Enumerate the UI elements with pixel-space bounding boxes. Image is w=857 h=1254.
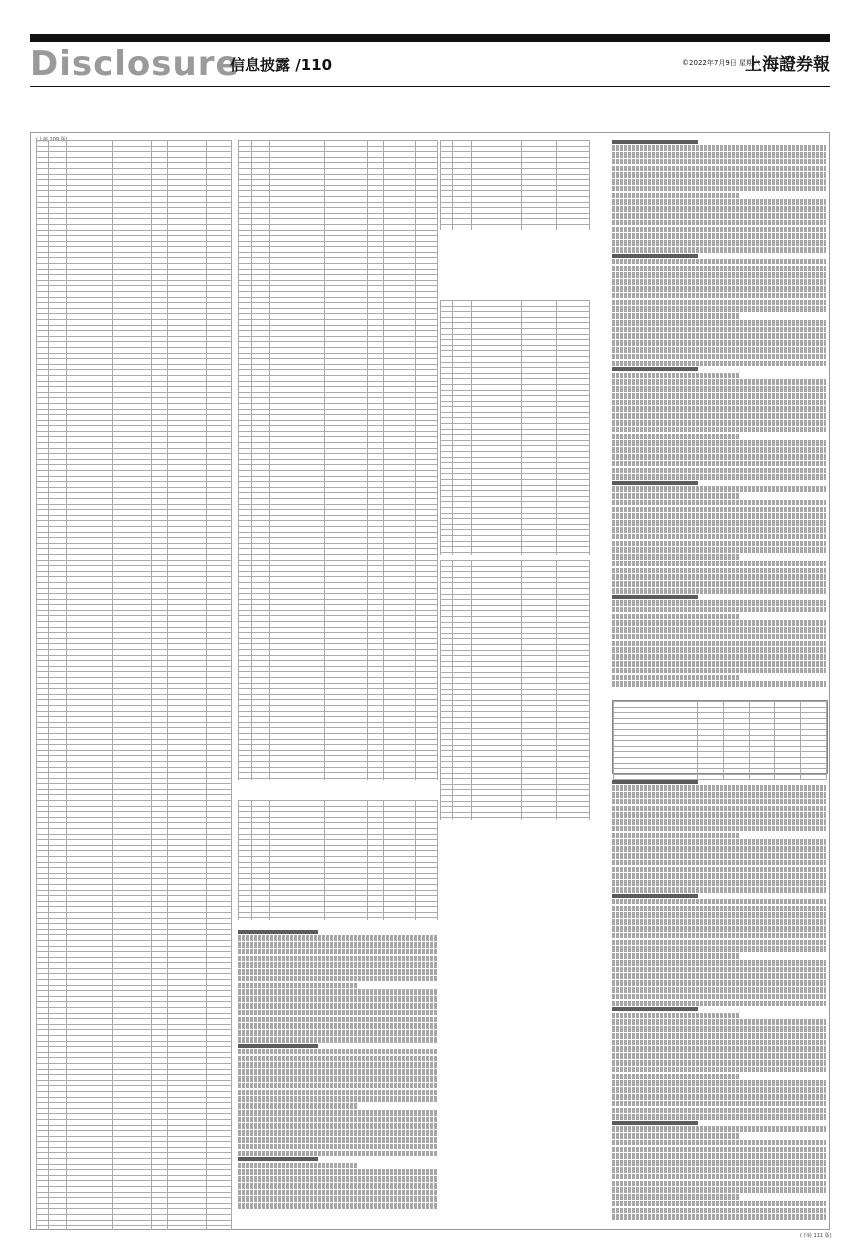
text-line bbox=[238, 983, 358, 989]
text-line bbox=[612, 668, 826, 674]
text-line bbox=[238, 956, 438, 962]
text-line bbox=[612, 600, 826, 606]
text-line bbox=[612, 620, 826, 626]
top-bar bbox=[30, 34, 830, 42]
text-line bbox=[612, 266, 826, 272]
text-line bbox=[612, 588, 826, 594]
text-line bbox=[612, 145, 826, 151]
text-line bbox=[238, 1163, 358, 1169]
text-line bbox=[612, 1114, 826, 1120]
continued-to-note: (下转 111 版) bbox=[800, 1233, 832, 1239]
text-line bbox=[612, 367, 698, 371]
text-line bbox=[612, 1201, 826, 1207]
text-line bbox=[612, 373, 740, 379]
text-line bbox=[238, 996, 438, 1002]
text-line bbox=[612, 1067, 826, 1073]
text-line bbox=[612, 406, 826, 412]
table-row bbox=[614, 774, 827, 780]
text-line bbox=[612, 413, 826, 419]
text-line bbox=[238, 1056, 438, 1062]
header-rule bbox=[30, 86, 830, 87]
text-line bbox=[612, 272, 826, 278]
text-line bbox=[238, 1144, 438, 1150]
table-row bbox=[37, 1226, 232, 1230]
text-line bbox=[612, 681, 826, 687]
text-line bbox=[612, 1160, 826, 1166]
text-line bbox=[612, 899, 826, 905]
text-line bbox=[612, 247, 826, 253]
table-grid bbox=[238, 800, 438, 920]
text-line bbox=[612, 379, 826, 385]
text-line bbox=[612, 179, 826, 185]
text-line bbox=[612, 206, 826, 212]
text-line bbox=[612, 447, 826, 453]
text-line bbox=[238, 962, 438, 968]
text-line bbox=[612, 661, 826, 667]
table-row bbox=[239, 778, 438, 780]
text-line bbox=[612, 520, 826, 526]
text-line bbox=[238, 1117, 438, 1123]
text-line bbox=[612, 434, 740, 440]
text-line bbox=[612, 574, 826, 580]
text-line bbox=[238, 930, 318, 934]
text-line bbox=[612, 279, 826, 285]
text-line bbox=[612, 887, 826, 893]
text-line bbox=[612, 654, 826, 660]
text-line bbox=[612, 647, 826, 653]
text-line bbox=[238, 1037, 438, 1043]
text-line bbox=[612, 486, 826, 492]
text-line bbox=[612, 595, 698, 599]
text-line bbox=[612, 1053, 826, 1059]
date-line: ©2022年7月9日 星期六 bbox=[682, 59, 760, 67]
summary-grid bbox=[613, 701, 827, 780]
text-line bbox=[238, 1176, 438, 1182]
text-line bbox=[612, 1087, 826, 1093]
text-line bbox=[612, 213, 826, 219]
text-line bbox=[612, 581, 826, 587]
text-line bbox=[612, 1101, 826, 1107]
text-line bbox=[612, 400, 826, 406]
text-line bbox=[612, 980, 826, 986]
text-line bbox=[612, 846, 826, 852]
text-line bbox=[612, 987, 826, 993]
text-line bbox=[612, 933, 826, 939]
text-line bbox=[612, 926, 826, 932]
text-line bbox=[612, 1074, 740, 1080]
text-line bbox=[238, 1103, 358, 1109]
table-grid bbox=[440, 140, 590, 230]
text-line bbox=[612, 1121, 698, 1125]
text-line bbox=[612, 1133, 740, 1139]
text-line bbox=[612, 313, 740, 319]
text-line bbox=[612, 386, 826, 392]
text-line bbox=[612, 140, 698, 144]
property-table-left bbox=[36, 140, 232, 1230]
text-line bbox=[612, 1108, 826, 1114]
text-line bbox=[612, 627, 826, 633]
text-line bbox=[612, 946, 826, 952]
text-line bbox=[238, 942, 438, 948]
text-line bbox=[612, 806, 826, 812]
section-title: 信息披露 /110 bbox=[230, 56, 333, 74]
text-line bbox=[612, 547, 826, 553]
text-line bbox=[238, 1010, 438, 1016]
text-line bbox=[612, 568, 826, 574]
text-line bbox=[612, 227, 826, 233]
table-grid bbox=[440, 300, 590, 555]
text-line bbox=[612, 172, 826, 178]
text-line bbox=[238, 1090, 438, 1096]
text-line bbox=[612, 1033, 826, 1039]
table-row bbox=[441, 224, 590, 230]
text-line bbox=[612, 507, 826, 513]
text-line bbox=[612, 1007, 698, 1011]
text-line bbox=[612, 500, 826, 506]
table-grid bbox=[238, 140, 438, 780]
text-line bbox=[612, 894, 698, 898]
text-line bbox=[612, 1140, 826, 1146]
table-grid bbox=[440, 560, 590, 820]
text-line bbox=[238, 1169, 438, 1175]
text-line bbox=[612, 1208, 826, 1214]
text-line bbox=[612, 919, 826, 925]
text-line bbox=[612, 159, 826, 165]
text-line bbox=[238, 1203, 438, 1209]
text-line bbox=[612, 240, 826, 246]
text-line bbox=[612, 634, 826, 640]
text-line bbox=[612, 826, 826, 832]
text-line bbox=[612, 220, 826, 226]
text-line bbox=[612, 1194, 740, 1200]
text-line bbox=[612, 1187, 826, 1193]
text-line bbox=[238, 1030, 438, 1036]
property-table-right-top bbox=[440, 140, 590, 230]
text-line bbox=[238, 1096, 438, 1102]
table-row bbox=[239, 918, 438, 920]
text-line bbox=[238, 1083, 438, 1089]
brand-title: Disclosure bbox=[30, 44, 240, 84]
text-line bbox=[612, 199, 826, 205]
text-line bbox=[612, 527, 826, 533]
text-line bbox=[238, 935, 438, 941]
text-line bbox=[238, 1110, 438, 1116]
text-line bbox=[612, 1181, 826, 1187]
text-line bbox=[612, 799, 826, 805]
text-line bbox=[612, 541, 826, 547]
text-line bbox=[612, 833, 740, 839]
text-line bbox=[612, 468, 826, 474]
text-line bbox=[238, 1049, 438, 1055]
text-line bbox=[612, 1153, 826, 1159]
text-line bbox=[612, 1046, 826, 1052]
text-line bbox=[612, 973, 826, 979]
text-line bbox=[612, 286, 826, 292]
text-line bbox=[612, 493, 740, 499]
text-line bbox=[612, 461, 826, 467]
text-line bbox=[612, 300, 826, 306]
text-line bbox=[612, 354, 826, 360]
text-line bbox=[612, 867, 826, 873]
text-line bbox=[612, 340, 826, 346]
text-line bbox=[612, 906, 826, 912]
text-line bbox=[238, 1157, 318, 1161]
text-line bbox=[612, 819, 826, 825]
body-text-right-lower bbox=[612, 780, 826, 1230]
text-line bbox=[612, 860, 826, 866]
text-line bbox=[238, 1151, 438, 1157]
text-line bbox=[612, 1147, 826, 1153]
text-line bbox=[238, 1069, 438, 1075]
text-line bbox=[612, 440, 826, 446]
text-line bbox=[612, 306, 826, 312]
text-line bbox=[612, 474, 826, 480]
body-text-right-upper bbox=[612, 140, 826, 700]
text-line bbox=[612, 554, 740, 560]
text-line bbox=[612, 994, 826, 1000]
text-line bbox=[238, 1062, 438, 1068]
text-line bbox=[612, 812, 826, 818]
text-line bbox=[612, 1001, 826, 1007]
text-line bbox=[612, 233, 826, 239]
text-line bbox=[612, 1080, 826, 1086]
text-line bbox=[238, 1196, 438, 1202]
text-line bbox=[612, 427, 826, 433]
text-line bbox=[612, 1126, 826, 1132]
text-line bbox=[612, 1167, 826, 1173]
text-line bbox=[612, 152, 826, 158]
paper-name: 上海證券報 bbox=[745, 55, 830, 75]
text-line bbox=[612, 420, 826, 426]
text-line bbox=[612, 780, 698, 784]
text-line bbox=[612, 792, 826, 798]
text-line bbox=[612, 675, 740, 681]
text-line bbox=[612, 873, 826, 879]
text-line bbox=[612, 293, 826, 299]
text-line bbox=[612, 953, 740, 959]
text-line bbox=[238, 1137, 438, 1143]
text-line bbox=[238, 989, 438, 995]
text-line bbox=[612, 641, 826, 647]
summary-table-right bbox=[612, 700, 828, 774]
text-line bbox=[612, 853, 826, 859]
text-line bbox=[612, 607, 826, 613]
text-line bbox=[612, 912, 826, 918]
text-line bbox=[238, 1017, 438, 1023]
property-table-right-mid bbox=[440, 300, 590, 555]
text-line bbox=[612, 1214, 826, 1220]
property-table-middle-lower bbox=[238, 800, 438, 920]
body-text-middle bbox=[238, 930, 438, 1220]
text-line bbox=[612, 940, 826, 946]
continued-from-note: (上接 109 版) bbox=[36, 137, 68, 143]
text-line bbox=[612, 1019, 826, 1025]
text-line bbox=[612, 880, 826, 886]
table-grid bbox=[36, 140, 232, 1230]
text-line bbox=[238, 1023, 438, 1029]
text-line bbox=[238, 1123, 438, 1129]
text-line bbox=[612, 454, 826, 460]
table-row bbox=[441, 818, 590, 820]
text-line bbox=[612, 259, 826, 265]
text-line bbox=[612, 481, 698, 485]
text-line bbox=[238, 1183, 438, 1189]
text-line bbox=[612, 967, 826, 973]
text-line bbox=[238, 1003, 438, 1009]
text-line bbox=[612, 320, 826, 326]
text-line bbox=[612, 614, 740, 620]
text-line bbox=[612, 333, 826, 339]
text-line bbox=[612, 785, 826, 791]
text-line bbox=[612, 1174, 826, 1180]
text-line bbox=[238, 1190, 438, 1196]
text-line bbox=[612, 1013, 740, 1019]
text-line bbox=[612, 186, 826, 192]
text-line bbox=[612, 361, 826, 367]
text-line bbox=[612, 1060, 826, 1066]
property-table-middle bbox=[238, 140, 438, 780]
text-line bbox=[238, 1130, 438, 1136]
text-line bbox=[612, 960, 826, 966]
text-line bbox=[612, 193, 740, 199]
text-line bbox=[238, 976, 438, 982]
text-line bbox=[612, 254, 698, 258]
text-line bbox=[238, 1044, 318, 1048]
text-line bbox=[612, 327, 826, 333]
property-table-right-lower bbox=[440, 560, 590, 820]
masthead bbox=[30, 46, 830, 82]
text-line bbox=[612, 513, 826, 519]
text-line bbox=[238, 1076, 438, 1082]
text-line bbox=[238, 949, 438, 955]
text-line bbox=[612, 1026, 826, 1032]
text-line bbox=[612, 1094, 826, 1100]
text-line bbox=[612, 166, 826, 172]
text-line bbox=[612, 839, 826, 845]
text-line bbox=[612, 1040, 826, 1046]
text-line bbox=[612, 561, 826, 567]
text-line bbox=[238, 969, 438, 975]
table-row bbox=[441, 552, 590, 555]
text-line bbox=[612, 534, 826, 540]
text-line bbox=[612, 393, 826, 399]
text-line bbox=[612, 347, 826, 353]
